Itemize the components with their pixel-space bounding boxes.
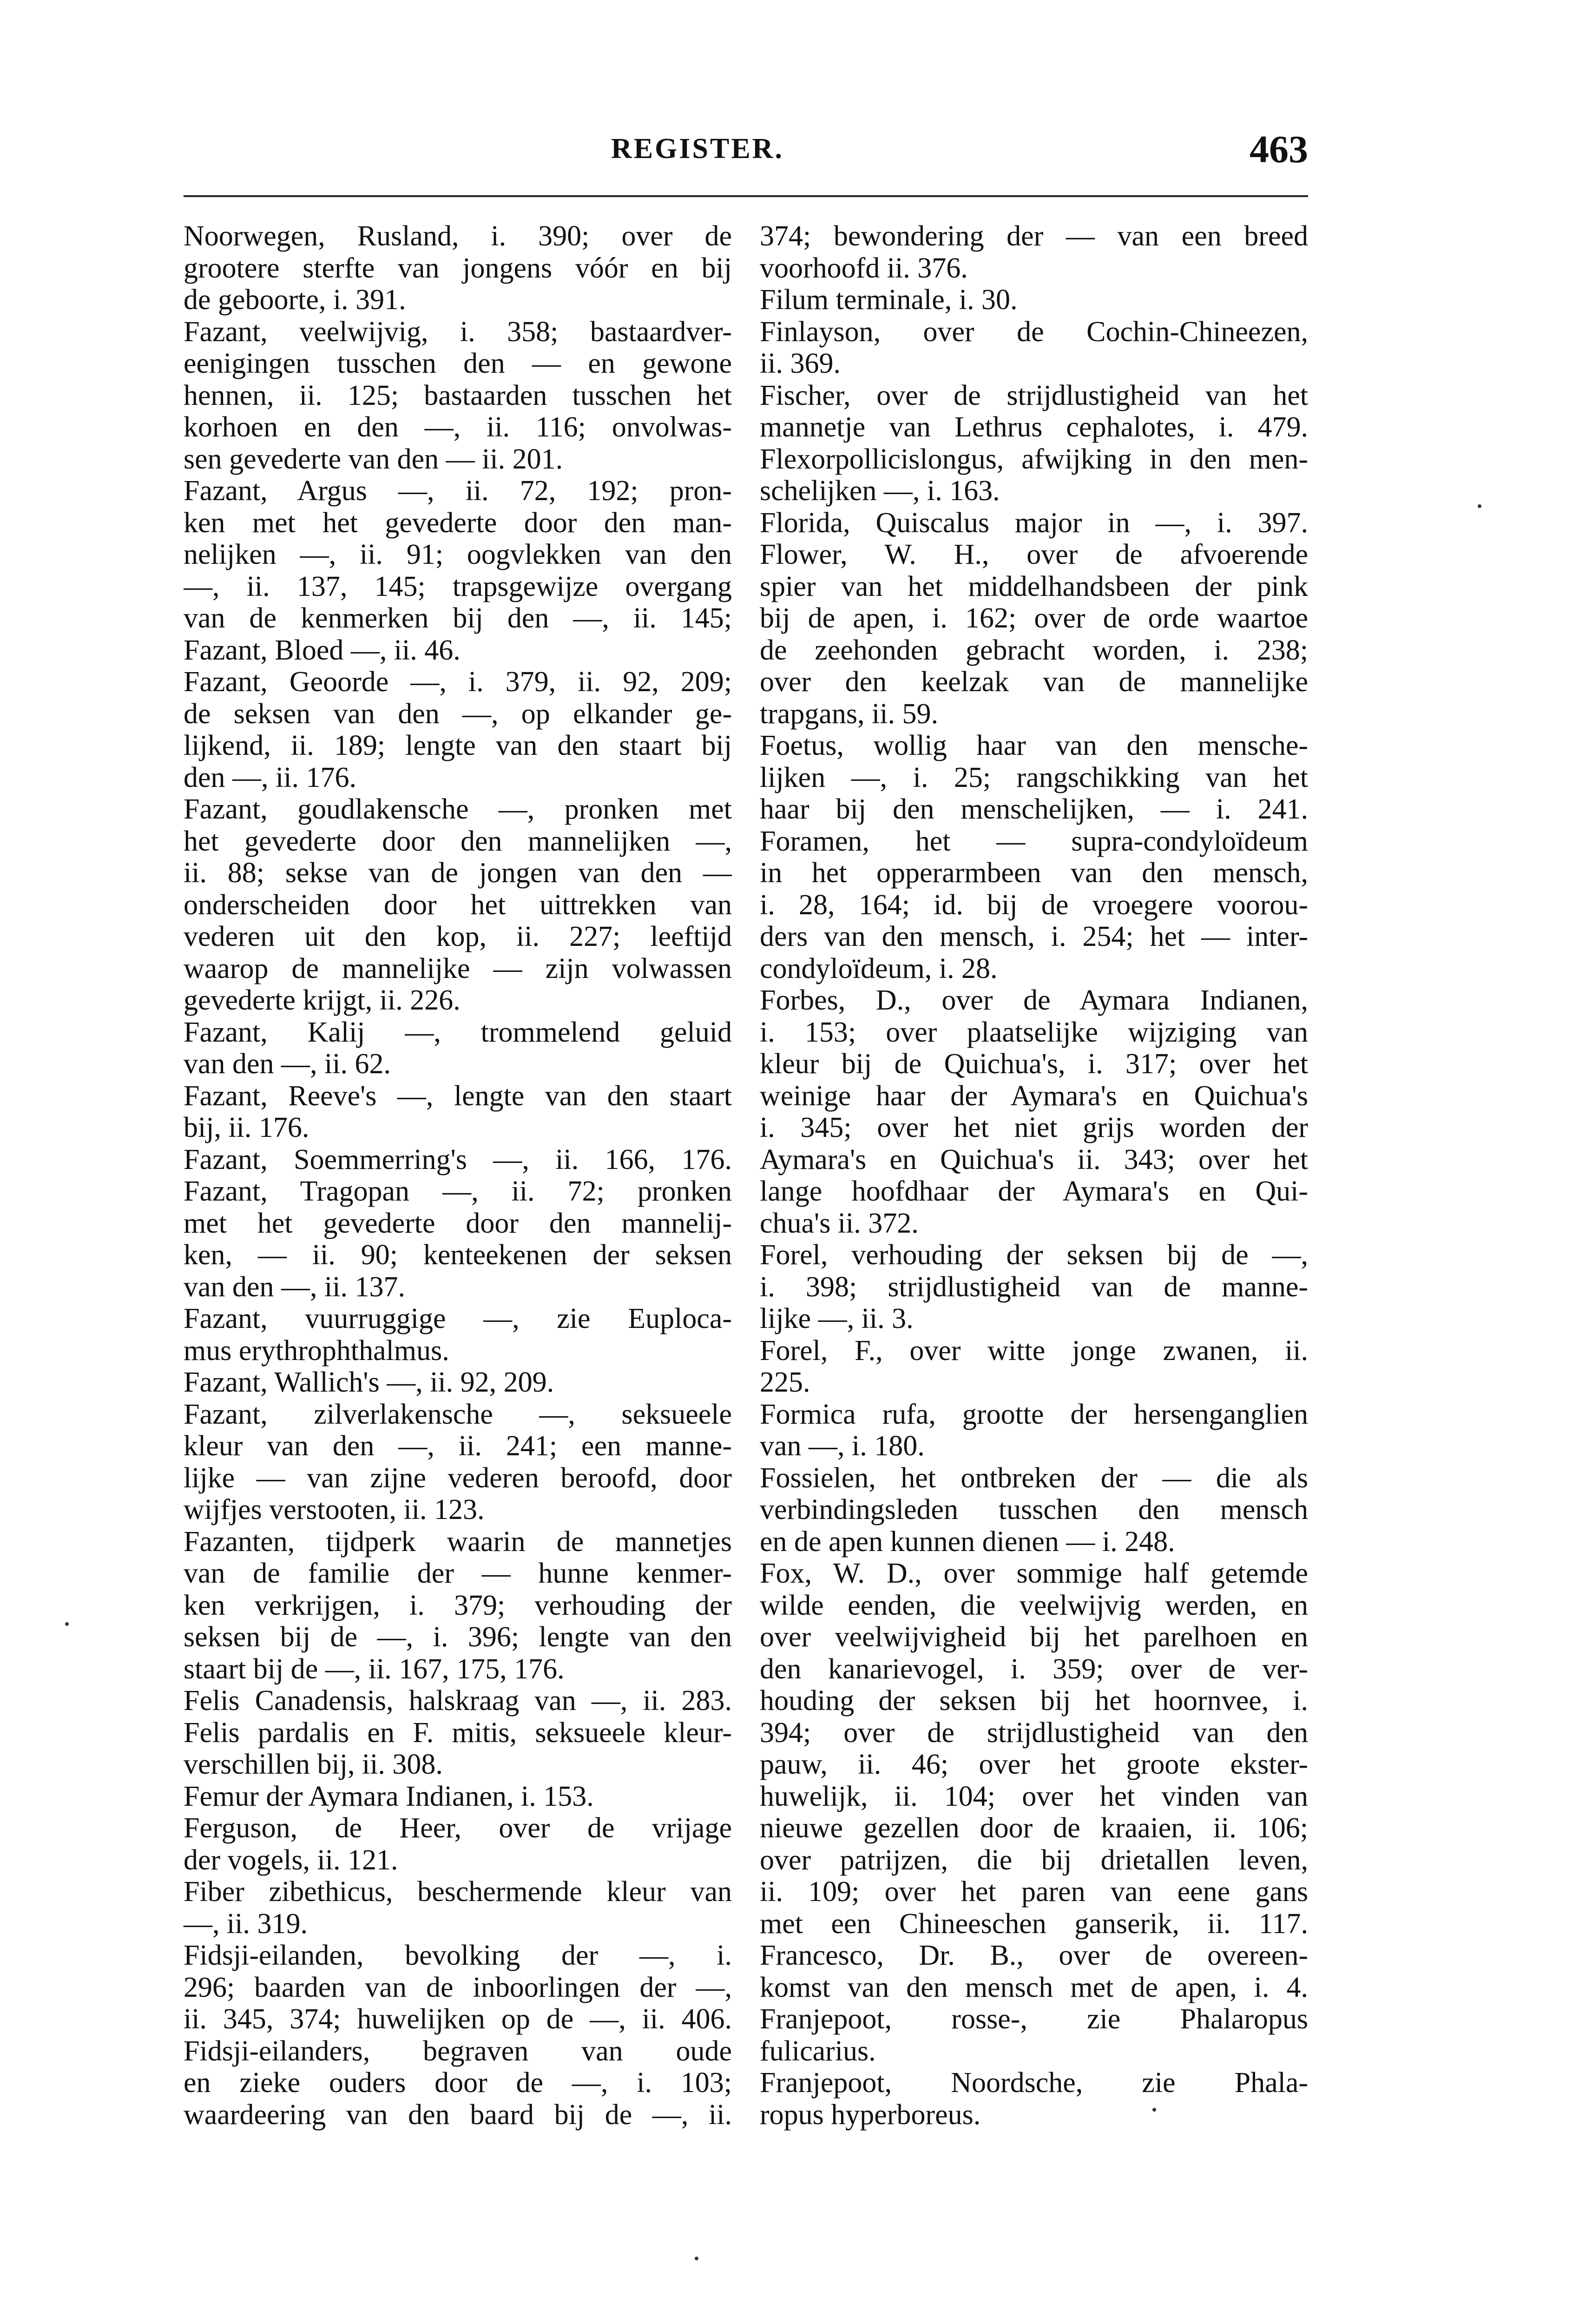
index-line: Aymara's en Quichua's ii. 343; over het (760, 1143, 1308, 1175)
index-line: Noorwegen, Rusland, i. 390; over de (184, 220, 732, 252)
index-line: 374; bewondering der — van een breed (760, 220, 1308, 252)
index-line: pauw, ii. 46; over het groote ekster- (760, 1749, 1308, 1780)
index-line: eenigingen tusschen den — en gewone (184, 348, 732, 379)
index-line: ii. 109; over het paren van eene gans (760, 1876, 1308, 1908)
index-line: de seksen van den —, op elkander ge- (184, 698, 732, 730)
index-line: haar bij den menschelijken, — i. 241. (760, 793, 1308, 825)
index-line: seksen bij de —, i. 396; lengte van den (184, 1621, 732, 1653)
index-line: condyloïdeum, i. 28. (760, 952, 998, 984)
index-line: Forel, verhouding der seksen bij de —, (760, 1239, 1308, 1271)
index-line: —, ii. 319. (184, 1908, 308, 1940)
index-line: hennen, ii. 125; bastaarden tusschen het (184, 379, 732, 411)
index-line: Fazant, veelwijvig, i. 358; bastaardver- (184, 316, 732, 348)
scan-speck (65, 1622, 69, 1626)
index-line: lijkend, ii. 189; lengte van den staart bij (184, 730, 732, 761)
index-line: bij, ii. 176. (184, 1112, 309, 1143)
index-line: Fazant, Bloed —, ii. 46. (184, 634, 461, 666)
header-rule (184, 195, 1308, 197)
index-line: Forel, F., over witte jonge zwanen, ii. (760, 1334, 1308, 1367)
index-line: van de kenmerken bij den —, ii. 145; (184, 602, 732, 634)
page-header (184, 128, 1308, 174)
index-line: den kanarievogel, i. 359; over de ver- (760, 1653, 1308, 1685)
index-line: waarop de mannelijke — zijn volwassen (184, 952, 732, 984)
index-line: mus erythrophthalmus. (184, 1334, 449, 1367)
index-line: Flower, W. H., over de afvoerende (760, 539, 1308, 570)
index-line: weinige haar der Aymara's en Quichua's (760, 1080, 1308, 1112)
index-line: 225. (760, 1367, 810, 1398)
index-line: ken, — ii. 90; kenteekenen der seksen (184, 1239, 732, 1271)
index-line: wilde eenden, die veelwijvig werden, en (760, 1589, 1308, 1621)
index-line: met het gevederte door den mannelij- (184, 1207, 732, 1239)
index-line: grootere sterfte van jongens vóór en bij (184, 252, 732, 284)
index-line: Fazant, Reeve's —, lengte van den staart (184, 1080, 732, 1112)
index-line: Florida, Quiscalus major in —, i. 397. (760, 507, 1308, 539)
index-line: komst van den mensch met de apen, i. 4. (760, 1971, 1308, 2003)
index-line: van den —, ii. 137. (184, 1271, 405, 1303)
index-line: Francesco, Dr. B., over de overeen- (760, 1940, 1308, 1971)
index-line: chua's ii. 372. (760, 1207, 919, 1239)
index-line: der vogels, ii. 121. (184, 1844, 398, 1876)
index-line: bij de apen, i. 162; over de orde waartoe (760, 602, 1308, 634)
index-line: Ferguson, de Heer, over de vrijage (184, 1812, 732, 1844)
index-line: i. 345; over het niet grijs worden der (760, 1112, 1308, 1143)
index-line: vederen uit den kop, ii. 227; leeftijd (184, 921, 732, 952)
index-line: spier van het middelhandsbeen der pink (760, 570, 1308, 602)
index-line: schelijken —, i. 163. (760, 475, 1000, 507)
index-line: —, ii. 137, 145; trapsgewijze overgang (184, 570, 732, 602)
index-line: Fazant, zilverlakensche —, seksueele (184, 1398, 732, 1430)
index-line: ken met het gevederte door den man- (184, 507, 732, 539)
index-line: verbindingsleden tusschen den mensch (760, 1494, 1308, 1525)
index-line: fulicarius. (760, 2035, 876, 2067)
index-line: houding der seksen bij het hoornvee, i. (760, 1685, 1308, 1717)
index-line: Felis pardalis en F. mitis, seksueele kleur- (184, 1717, 732, 1749)
index-line: Fidsji-eilanders, begraven van oude (184, 2035, 732, 2067)
page-number: 463 (1250, 128, 1308, 171)
index-line: voorhoofd ii. 376. (760, 252, 968, 284)
index-line: den —, ii. 176. (184, 761, 356, 793)
index-line: ken verkrijgen, i. 379; verhouding der (184, 1589, 732, 1621)
index-line: Filum terminale, i. 30. (760, 284, 1018, 316)
index-line: Fazant, Soemmerring's —, ii. 166, 176. (184, 1143, 732, 1175)
index-line: Fazant, Argus —, ii. 72, 192; pron- (184, 475, 732, 507)
index-line: Flexorpollicislongus, afwijking in den men- (760, 443, 1308, 475)
index-line: nieuwe gezellen door de kraaien, ii. 106; (760, 1812, 1308, 1844)
scan-speck (1478, 504, 1481, 508)
index-line: huwelijk, ii. 104; over het vinden van (760, 1780, 1308, 1812)
index-line: i. 28, 164; id. bij de vroegere voorou- (760, 889, 1308, 921)
index-line: Fazant, Wallich's —, ii. 92, 209. (184, 1367, 554, 1398)
index-line: sen gevederte van den — ii. 201. (184, 443, 563, 475)
index-line: Fiber zibethicus, beschermende kleur van (184, 1876, 732, 1908)
index-line: Fazant, vuurruggige —, zie Euploca- (184, 1303, 732, 1334)
index-line: lijke —, ii. 3. (760, 1303, 914, 1334)
index-line: lijken —, i. 25; rangschikking van het (760, 761, 1308, 793)
index-line: het gevederte door den mannelijken —, (184, 825, 732, 857)
index-line: van den —, ii. 62. (184, 1048, 391, 1080)
index-line: over den keelzak van de mannelijke (760, 666, 1308, 698)
index-line: en de apen kunnen dienen — i. 248. (760, 1525, 1175, 1558)
index-line: 394; over de strijdlustigheid van den (760, 1717, 1308, 1749)
index-line: onderscheiden door het uittrekken van (184, 889, 732, 921)
index-line: ii. 88; sekse van de jongen van den — (184, 857, 732, 889)
index-line: lijke — van zijne vederen beroofd, door (184, 1462, 732, 1494)
index-line: over veelwijvigheid bij het parelhoen en (760, 1621, 1308, 1653)
index-line: wijfjes verstooten, ii. 123. (184, 1494, 485, 1525)
index-line: ders van den mensch, i. 254; het — inter- (760, 921, 1308, 952)
index-line: Franjepoot, Noordsche, zie Phala- (760, 2067, 1308, 2099)
index-line: Felis Canadensis, halskraag van —, ii. 283. (184, 1685, 732, 1717)
index-line: Fazant, goudlakensche —, pronken met (184, 793, 732, 825)
index-line: trapgans, ii. 59. (760, 698, 938, 730)
index-line: Formica rufa, grootte der hersenganglien (760, 1398, 1308, 1430)
index-line: kleur van den —, ii. 241; een manne- (184, 1430, 732, 1462)
index-line: met een Chineeschen ganserik, ii. 117. (760, 1908, 1308, 1940)
index-line: ii. 345, 374; huwelijken op de —, ii. 406. (184, 2003, 732, 2035)
index-line: Fazant, Tragopan —, ii. 72; pronken (184, 1175, 732, 1207)
index-line: Forbes, D., over de Aymara Indianen, (760, 984, 1308, 1016)
left-column (184, 220, 732, 2131)
index-line: Foramen, het — supra-condyloïdeum (760, 825, 1308, 857)
running-head: REGISTER. (611, 133, 784, 165)
index-line: van —, i. 180. (760, 1430, 925, 1462)
index-line: Fossielen, het ontbreken der — die als (760, 1462, 1308, 1494)
index-line: nelijken —, ii. 91; oogvlekken van den (184, 539, 732, 570)
index-line: Franjepoot, rosse-, zie Phalaropus (760, 2003, 1308, 2035)
scan-speck (695, 2257, 698, 2260)
index-line: Fazant, Geoorde —, i. 379, ii. 92, 209; (184, 666, 732, 698)
index-line: verschillen bij, ii. 308. (184, 1749, 443, 1780)
index-line: i. 398; strijdlustigheid van de manne- (760, 1271, 1308, 1303)
index-line: in het opperarmbeen van den mensch, (760, 857, 1308, 889)
index-line: Finlayson, over de Cochin-Chineezen, (760, 316, 1308, 348)
index-line: over patrijzen, die bij drietallen leven, (760, 1844, 1308, 1876)
index-line: staart bij de —, ii. 167, 175, 176. (184, 1653, 565, 1685)
index-line: Fox, W. D., over sommige half getemde (760, 1558, 1308, 1589)
index-line: mannetje van Lethrus cephalotes, i. 479. (760, 411, 1308, 443)
index-line: ii. 369. (760, 348, 841, 379)
index-line: de geboorte, i. 391. (184, 284, 406, 316)
index-line: van de familie der — hunne kenmer- (184, 1558, 732, 1589)
index-line: kleur bij de Quichua's, i. 317; over het (760, 1048, 1308, 1080)
index-line: de zeehonden gebracht worden, i. 238; (760, 634, 1308, 666)
index-line: korhoen en den —, ii. 116; onvolwas- (184, 411, 732, 443)
index-line: Fazant, Kalij —, trommelend geluid (184, 1016, 732, 1048)
scan-speck (1152, 2108, 1156, 2112)
index-line: Fazanten, tijdperk waarin de mannetjes (184, 1525, 732, 1558)
index-line: Fidsji-eilanden, bevolking der —, i. (184, 1940, 732, 1971)
index-line: 296; baarden van de inboorlingen der —, (184, 1971, 732, 2003)
right-column (760, 220, 1308, 2131)
index-line: lange hoofdhaar der Aymara's en Qui- (760, 1175, 1308, 1207)
index-line: Femur der Aymara Indianen, i. 153. (184, 1780, 594, 1812)
index-line: en zieke ouders door de —, i. 103; (184, 2067, 732, 2099)
index-line: waardeering van den baard bij de —, ii. (184, 2099, 732, 2131)
index-line: Fischer, over de strijdlustigheid van het (760, 379, 1308, 411)
index-line: i. 153; over plaatselijke wijziging van (760, 1016, 1308, 1048)
index-line: gevederte krijgt, ii. 226. (184, 984, 461, 1016)
index-line: ropus hyperboreus. (760, 2099, 981, 2131)
index-line: Foetus, wollig haar van den mensche- (760, 730, 1308, 761)
